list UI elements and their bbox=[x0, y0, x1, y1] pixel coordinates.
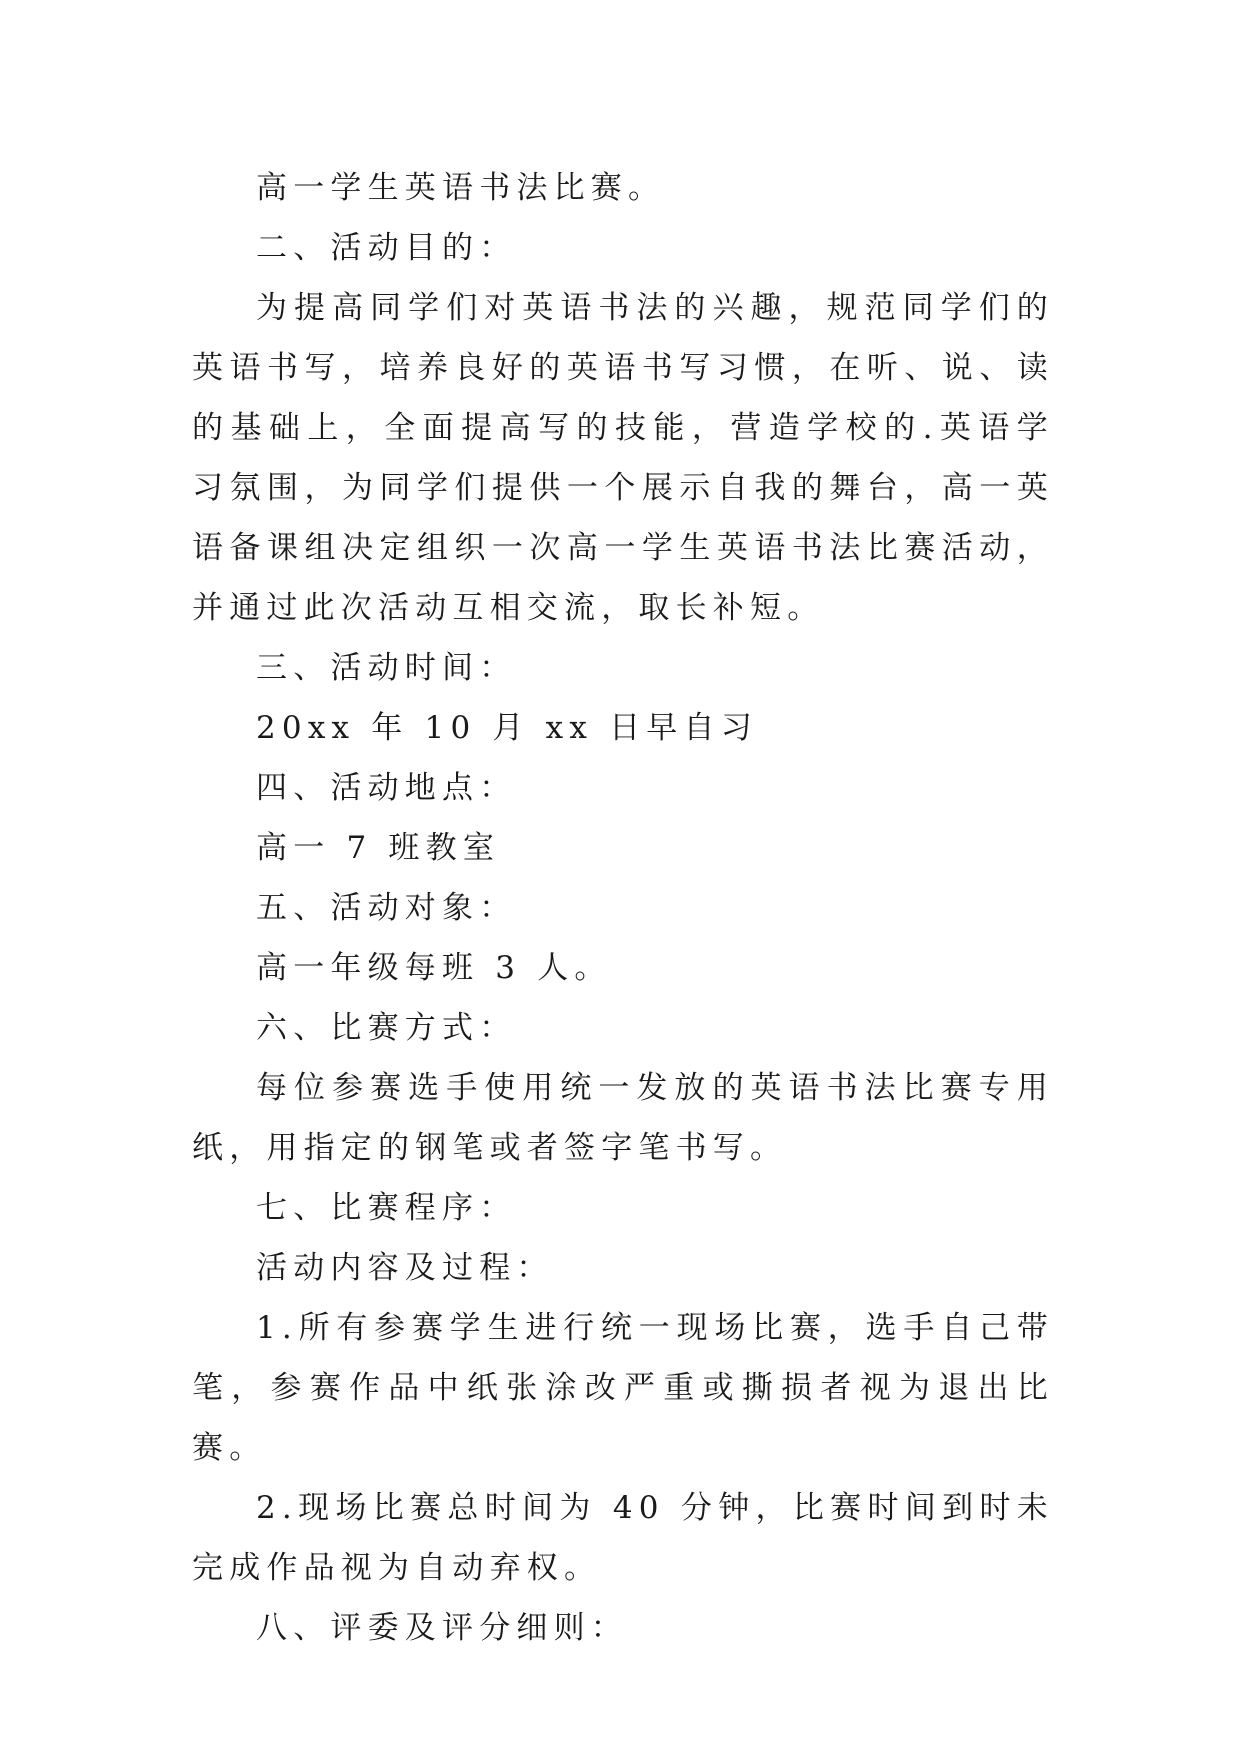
paragraph-activity-time: 20xx 年 10 月 xx 日早自习 bbox=[256, 710, 758, 746]
paragraph-title-line: 高一学生英语书法比赛。 bbox=[256, 170, 666, 206]
paragraph-procedure-item-2: 2.现场比赛总时间为 40 分钟，比赛时间到时未完成作品视为自动弃权。 bbox=[192, 1490, 1054, 1586]
paragraph-procedure-item-1: 1.所有参赛学生进行统一现场比赛，选手自己带笔，参赛作品中纸张涂改严重或撕损者视为退出比赛。 bbox=[192, 1310, 1054, 1466]
paragraph-competition-format: 每位参赛选手使用统一发放的英语书法比赛专用纸，用指定的钢笔或者签字笔书写。 bbox=[192, 1070, 1054, 1166]
heading-activity-location: 四、活动地点： bbox=[256, 770, 517, 806]
heading-competition-format: 六、比赛方式： bbox=[256, 1010, 517, 1046]
heading-activity-time: 三、活动时间： bbox=[256, 650, 517, 686]
heading-activity-participants: 五、活动对象： bbox=[256, 890, 517, 926]
heading-competition-procedure: 七、比赛程序： bbox=[256, 1190, 517, 1226]
paragraph-activity-purpose: 为提高同学们对英语书法的兴趣，规范同学们的英语书写，培养良好的英语书写习惯，在听、说、读的基础上，全面提高写的技能，营造学校的.英语学习氛围，为同学们提供一个展示自我的舞台，高一英语备课组决定组织一次高一学生英语书法比赛活动，并通过此次活动互相交流，取长补短。 bbox=[192, 290, 1054, 626]
heading-judges-and-scoring: 八、评委及评分细则： bbox=[256, 1610, 628, 1646]
paragraph-activity-location: 高一 7 班教室 bbox=[256, 830, 501, 866]
paragraph-procedure-intro: 活动内容及过程： bbox=[256, 1250, 554, 1286]
heading-activity-purpose: 二、活动目的： bbox=[256, 230, 517, 266]
paragraph-activity-participants: 高一年级每班 3 人。 bbox=[256, 950, 612, 986]
document-body bbox=[192, 158, 1054, 1658]
